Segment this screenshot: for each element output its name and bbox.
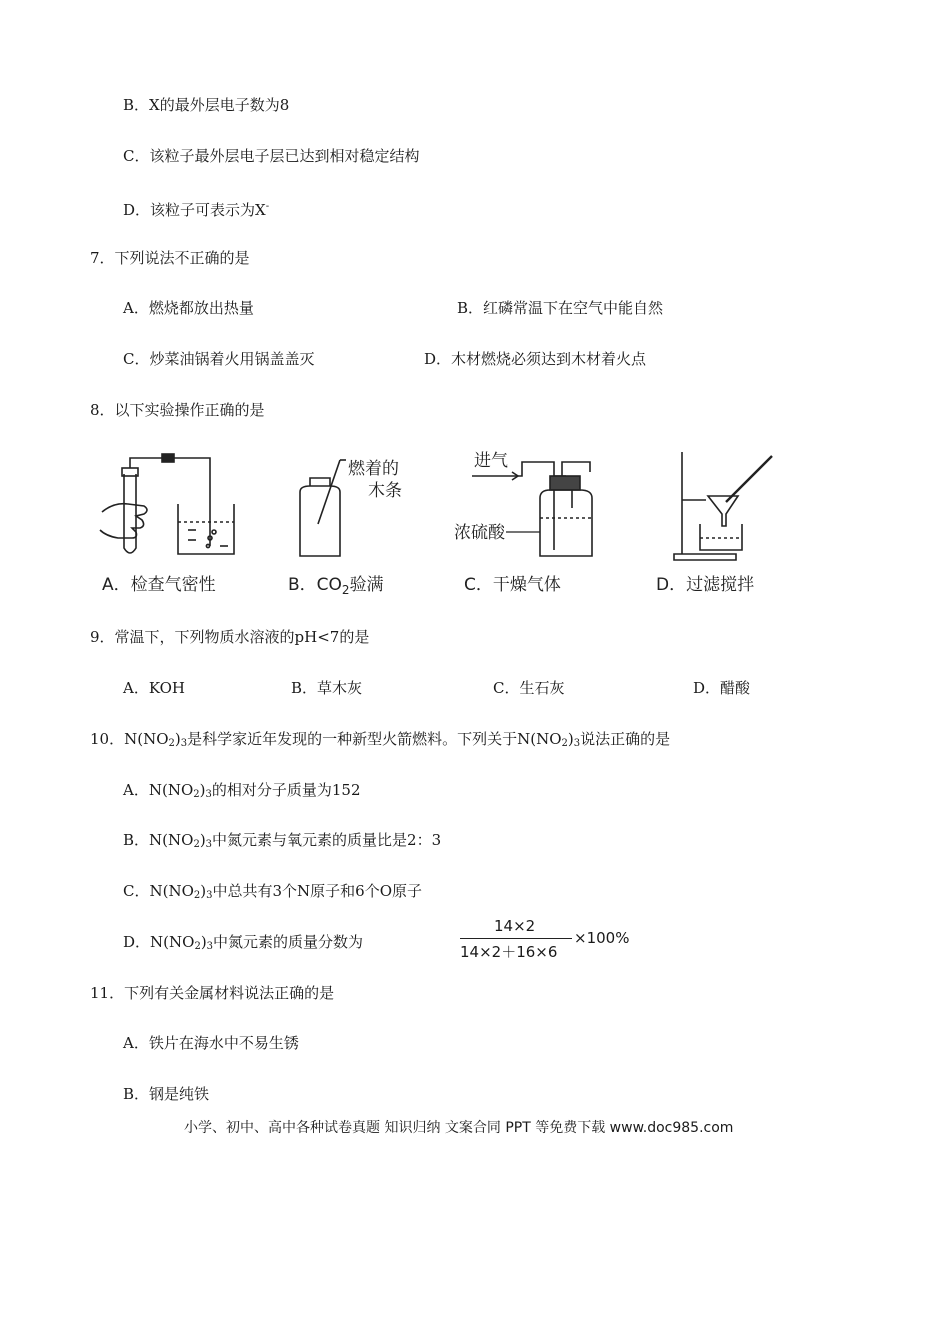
caption-b-sub: 2: [341, 583, 350, 597]
q10-stem-part1: 10．N(NO: [90, 730, 169, 748]
formula-sub: 3: [205, 839, 213, 850]
q10-option-b: [123, 830, 441, 855]
q10-option-d-text: 中氮元素的质量分数为: [213, 933, 364, 951]
q10-option-c-label: C．: [123, 882, 150, 900]
q6-option-d-text: D．该粒子可表示为X: [123, 201, 266, 219]
q9-option-c: C．生石灰: [493, 679, 565, 697]
footer-watermark-text: 小学、初中、高中各种试卷真题 知识归纳 文案合同 PPT 等免费下载 www.doc985.com: [184, 1120, 734, 1136]
lab-apparatus-drawing: [96, 446, 786, 602]
q10-option-c: [123, 881, 422, 906]
q10-stem-part4: ): [567, 730, 574, 748]
formula: ): [200, 933, 207, 951]
fraction-numerator: 14×2: [494, 917, 536, 935]
label-burning-stick-line2: 木条: [368, 481, 402, 501]
q10-option-a: [123, 780, 361, 805]
q6-option-d-charge: -: [265, 201, 270, 212]
q9-option-b: B．草木灰: [291, 679, 363, 697]
formula: N(NO: [149, 882, 194, 900]
q6-option-c: C．该粒子最外层电子层已达到相对稳定结构: [123, 147, 420, 165]
q11-option-b: B．钢是纯铁: [123, 1085, 210, 1103]
q6-option-d: [123, 197, 269, 220]
lab-apparatus-figure: [96, 446, 786, 602]
q11-stem: 11．下列有关金属材料说法正确的是: [90, 984, 335, 1002]
formula-sub: 3: [206, 890, 213, 901]
formula-sub: 3: [205, 789, 212, 800]
q7-stem: 7．下列说法不正确的是: [90, 249, 250, 267]
formula: ): [199, 781, 206, 799]
q10-option-a-label: A．: [123, 781, 149, 799]
q10-stem-sub2: 3: [180, 738, 188, 749]
caption-c: C．干燥气体: [464, 575, 561, 595]
formula: ): [199, 831, 206, 849]
caption-b-pre: B．CO: [288, 575, 342, 595]
caption-d: D．过滤搅拌: [656, 575, 755, 595]
apparatus-b-co2-test: [300, 460, 346, 556]
apparatus-d-filtration: [674, 452, 772, 560]
q7-option-b: B．红磷常温下在空气中能自然: [457, 299, 664, 317]
formula-sub: 2: [193, 789, 200, 800]
q10-stem: [90, 729, 670, 754]
q10-stem-part2: ): [174, 730, 181, 748]
q10-stem-sub4: 3: [573, 738, 581, 749]
fraction-denominator: 14×2＋16×6: [460, 943, 558, 961]
formula: N(NO: [149, 831, 194, 849]
caption-b-post: 验满: [349, 575, 384, 595]
formula-sub: 3: [206, 941, 214, 952]
q9-stem: 9．常温下，下列物质水溶液的pH<7的是: [90, 628, 370, 646]
q10-option-a-text: 的相对分子质量为152: [211, 781, 361, 799]
label-concentrated-sulfuric-acid: 浓硫酸: [454, 523, 505, 543]
q9-option-d: D．醋酸: [693, 679, 751, 697]
label-gas-inlet: 进气: [474, 451, 508, 471]
q8-stem: 8．以下实验操作正确的是: [90, 401, 265, 419]
q7-option-d: D．木材燃烧必须达到木材着火点: [424, 350, 647, 368]
formula-sub: 2: [193, 839, 200, 850]
q9-option-a: A．KOH: [123, 679, 186, 697]
apparatus-a-airtightness: [100, 454, 234, 554]
q10-stem-part3: 是科学家近年发现的一种新型火箭燃料。下列关于N(NO: [187, 730, 562, 748]
q10-option-d: [123, 932, 363, 957]
caption-a: A．检查气密性: [102, 575, 216, 595]
formula-sub: 2: [193, 890, 201, 901]
formula: N(NO: [150, 933, 195, 951]
q6-option-b: B．X的最外层电子数为8: [123, 96, 290, 114]
formula: ): [200, 882, 207, 900]
q10-option-b-label: B．: [123, 831, 150, 849]
q10-option-b-text: 中氮元素与氧元素的质量比是2：3: [212, 831, 442, 849]
fraction-multiplier: ×100%: [574, 929, 630, 947]
caption-b: [288, 575, 384, 597]
fraction-bar: [460, 938, 572, 939]
label-burning-stick-line1: 燃着的: [348, 459, 399, 479]
q11-option-a: A．铁片在海水中不易生锈: [123, 1034, 299, 1052]
q10-stem-sub3: 2: [561, 738, 568, 749]
q10-stem-part5: 说法正确的是: [580, 730, 671, 748]
q10-stem-sub1: 2: [168, 738, 175, 749]
formula: N(NO: [148, 781, 194, 799]
q10-option-d-label: D．: [123, 933, 151, 951]
formula-sub: 2: [194, 941, 201, 952]
q10-option-c-text: 中总共有3个N原子和6个O原子: [212, 882, 423, 900]
q7-option-c: C．炒菜油锅着火用锅盖盖灭: [123, 350, 315, 368]
q7-option-a: A．燃烧都放出热量: [123, 299, 254, 317]
